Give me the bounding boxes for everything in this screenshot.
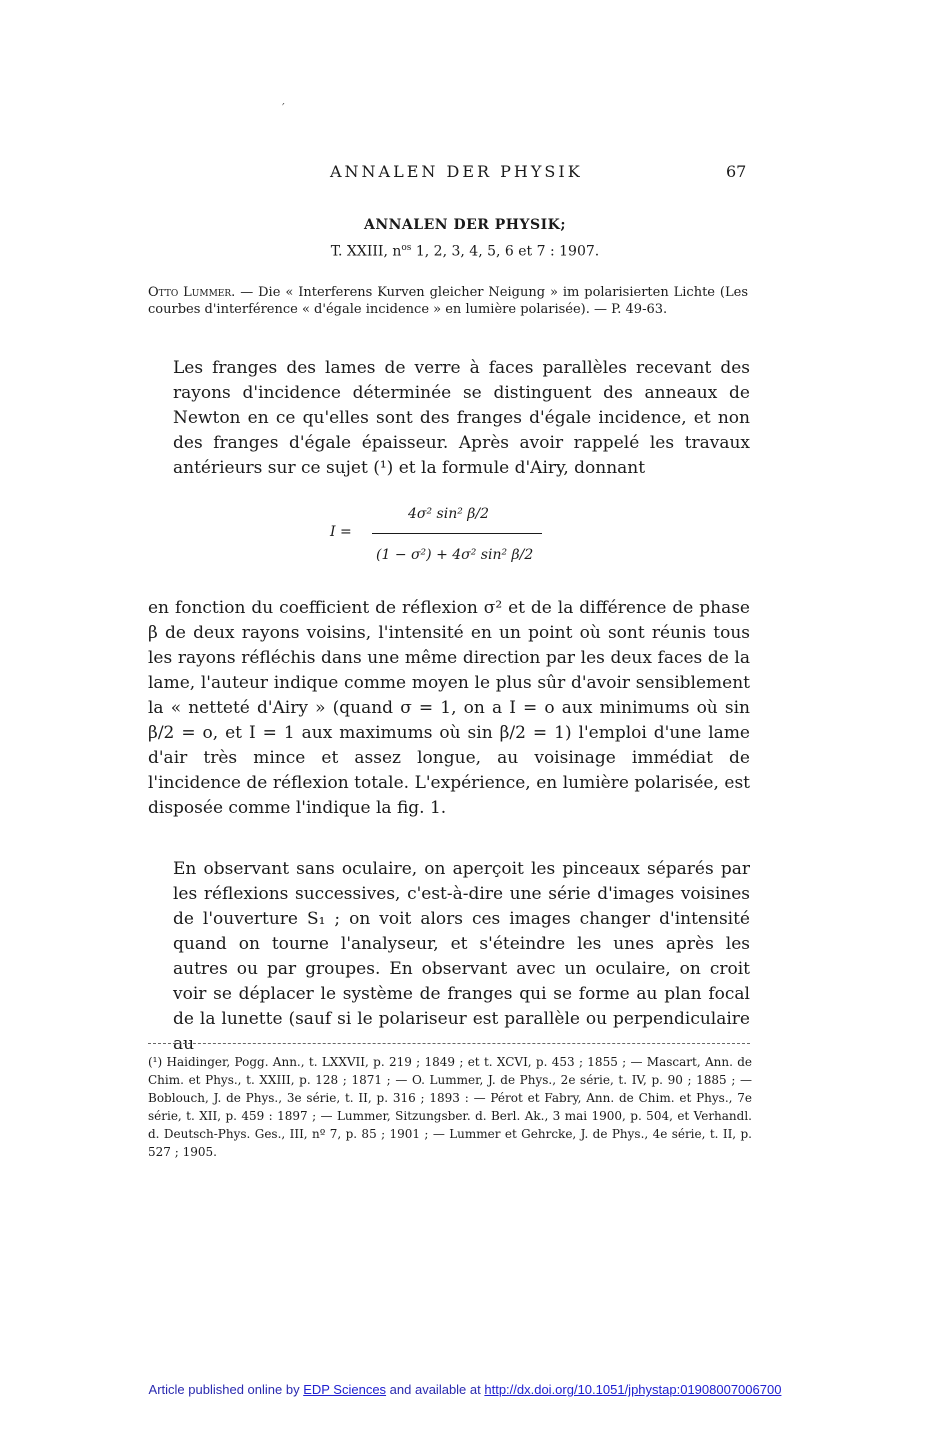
doi-link[interactable]: http://dx.doi.org/10.1051/jphystap:01908007006700 (484, 1382, 782, 1397)
author-reference (148, 284, 748, 318)
sub-prefix: T. XXIII, n (330, 243, 402, 260)
reference-text: — Die « Interferens Kurven gleicher Neigung » im polarisierten Lichte (Les courbes d'interférence « d'égale incidence » en lumière polarisée). — P. 49-63. (148, 285, 748, 317)
sub-suffix: 1, 2, 3, 4, 5, 6 et 7 : 1907. (411, 243, 600, 260)
paragraph-3-text: En observant sans oculaire, on aperçoit les pinceaux séparés par les réflexions successives, c'est-à-dire une série d'images voisines de l'ouverture S₁ ; on voit alors ces images changer d'intensité quand on tourne l'analyseur, et s'éteindre les unes après les autres ou par groupes. En observant avec un oculaire, on croit voir se déplacer le système de franges qui se forme au plan focal de la lunette (sauf si le polariseur est parallèle ou perpendiculaire au (173, 859, 750, 1054)
formula-numerator: 4σ² sin² β/2 (408, 506, 489, 522)
paragraph-3 (148, 857, 750, 1057)
footer-middle: and available at (386, 1382, 485, 1397)
footer-prefix: Article published online by (148, 1382, 304, 1397)
publication-footer (0, 1382, 930, 1397)
paragraph-1 (148, 356, 750, 481)
page-number: 67 (726, 162, 747, 181)
formula-lhs: I = (330, 524, 352, 540)
author-name: Otto Lummer. (148, 285, 236, 300)
paragraph-1-text: Les franges des lames de verre à faces parallèles recevant des rayons d'incidence déterminée se distinguent des anneaux de Newton en ce qu'elles sont des franges d'égale incidence, et non des franges d'égale épaisseur. Après avoir rappelé les travaux antérieurs sur ce sujet (¹) et la formule d'Airy, donnant (173, 358, 750, 478)
paragraph-2-text: en fonction du coefficient de réflexion σ² et de la différence de phase β de deux rayons voisins, l'intensité en un point où sont réunis tous les rayons réfléchis dans une même direction par les deux faces de la lame, l'auteur indique comme moyen le plus sûr d'avoir sensiblement la « netteté d'Airy » (quand σ = 1, on a I = o aux minimums où sin β/2 = o, et I = 1 aux maximums où sin β/2 = 1) l'emploi d'une lame d'air très mince et assez longue, au voisinage immédiat de l'incidence de réflexion totale. L'expérience, en lumière polarisée, est disposée comme l'indique la fig. 1. (148, 598, 750, 818)
fraction-bar (372, 533, 542, 534)
paragraph-2 (148, 596, 750, 821)
footnote-rule (148, 1043, 750, 1044)
formula-denominator: (1 − σ²) + 4σ² sin² β/2 (376, 547, 534, 563)
article-heading: ANNALEN DER PHYSIK; (363, 217, 567, 233)
article-subheading (0, 243, 930, 260)
airy-formula (330, 492, 570, 582)
stray-mark: ′ (282, 101, 285, 115)
sub-sup: os (401, 243, 412, 253)
footnote: (¹) Haidinger, Pogg. Ann., t. LXXVII, p. 219 ; 1849 ; et t. XCVI, p. 453 ; 1855 ; — Mascart, Ann. de Chim. et Phys., t. XXIII, p. 128 ; 1871 ; — O. Lummer, J. de Phys., 2e série, t. IV, p. 90 ; 1885 ; — Boblouch, J. de Phys., 3e série, t. II, p. 316 ; 1893 : — Pérot et Fabry, Ann. de Chim. et Phys., 7e série, t. XII, p. 459 : 1897 ; — Lummer, Sitzungsber. d. Berl. Ak., 3 mai 1900, p. 504, et Verhandl. d. Deutsch-Phys. Ges., III, nº 7, p. 85 ; 1901 ; — Lummer et Gehrcke, J. de Phys., 4e série, t. II, p. 527 ; 1905. (148, 1055, 752, 1159)
running-title: ANNALEN DER PHYSIK (330, 162, 583, 181)
publisher-link[interactable]: EDP Sciences (303, 1382, 387, 1397)
